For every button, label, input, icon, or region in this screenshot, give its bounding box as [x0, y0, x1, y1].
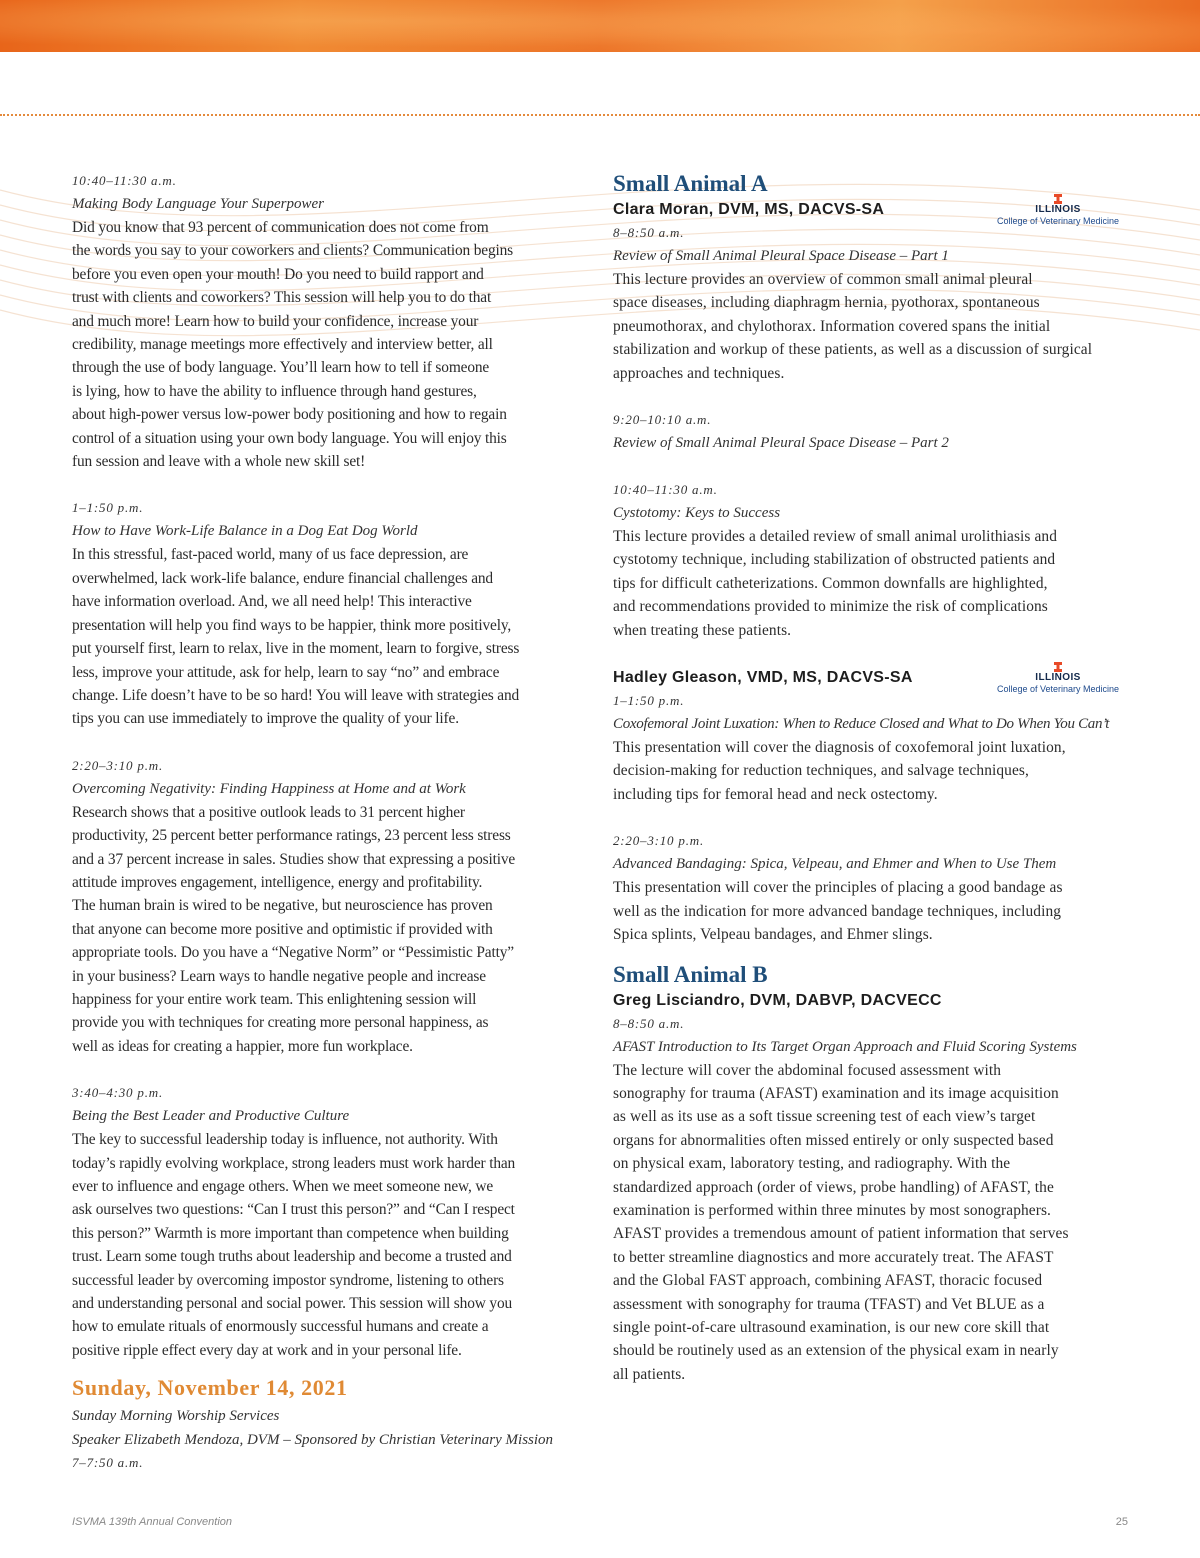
- right-column: [613, 170, 1133, 1410]
- session-time: 8–8:50 a.m.: [613, 1015, 685, 1031]
- logo-subtitle: College of Veterinary Medicine: [996, 216, 1120, 226]
- session-work-life-balance: [72, 497, 572, 730]
- session-time: 9:20–10:10 a.m.: [613, 412, 712, 428]
- session-bandaging: [613, 830, 1133, 946]
- page-number: 25: [1115, 1516, 1128, 1528]
- session-coxofemoral: [613, 690, 1133, 806]
- illinois-block-i-icon: [1053, 194, 1063, 204]
- session-title: AFAST Introduction to Its Target Organ Approach and Fluid Scoring Systems: [613, 1038, 1077, 1055]
- left-column: [72, 170, 572, 1474]
- session-pleural-part-2: [613, 409, 1133, 455]
- illinois-logo: [993, 662, 1123, 695]
- session-title: Review of Small Animal Pleural Space Disease – Part 2: [613, 435, 949, 452]
- dotted-divider: [0, 114, 1200, 116]
- session-description: This presentation will cover the principles of placing a good bandage as well as the indication for more advanced bandage techniques, including Spica splints, Velpeau bandages, and Ehmer slings.: [613, 879, 1063, 944]
- session-time: 10:40–11:30 a.m.: [72, 173, 177, 188]
- session-time: 1–1:50 p.m.: [613, 693, 685, 709]
- session-title: Advanced Bandaging: Spica, Velpeau, and Ehmer and When to Use Them: [613, 856, 1057, 873]
- session-afast: [613, 1013, 1133, 1387]
- session-title: Overcoming Negativity: Finding Happiness at Home and at Work: [72, 780, 466, 797]
- session-cystotomy: [613, 479, 1133, 642]
- session-description: The lecture will cover the abdominal focused assessment with sonography for trauma (AFAST) examination and its image acquisition as well as its use as a soft tissue screening test of each view’s target organs for abnormalities often missed entirely or only suspected based on physical exam, laboratory testing, and radiography. With the standardized approach (order of views, probe handling) of AFAST, the examination is performed within three minutes by most sonographers. AFAST provides a tremendous amount of patient information that serves to better streamline diagnostics and more accurately treat. The AFAST and the Global FAST approach, combining AFAST, thoracic focused assessment with sonography for trauma (TFAST) and Vet BLUE as a single point-of-care ultrasound examination, is our new core skill that should be routinely used as an extension of the physical exam in nearly all patients.: [613, 1061, 1069, 1383]
- session-title: How to Have Work-Life Balance in a Dog Eat Dog World: [72, 523, 418, 540]
- session-best-leader: [72, 1082, 572, 1362]
- session-description: This lecture provides a detailed review of small animal urolithiasis and cystotomy technique, including stabilization of obstructed patients and tips for difficult catheterizations. Common downfalls are highlighted, and recommendations provided to minimize the risk of complications when treating these patients.: [613, 528, 1057, 639]
- session-time: 2:20–3:10 p.m.: [72, 757, 163, 773]
- session-title: Being the Best Leader and Productive Culture: [72, 1108, 350, 1125]
- illinois-logo: [993, 194, 1123, 227]
- illinois-block-i-icon: [1053, 662, 1063, 672]
- session-overcoming-negativity: [72, 755, 572, 1058]
- speaker-row: [613, 198, 1133, 226]
- session-body-language: [72, 170, 572, 473]
- section-heading-small-animal-a: Small Animal A: [613, 171, 768, 196]
- session-time: 8–8:50 a.m.: [613, 225, 685, 240]
- session-description: This lecture provides an overview of common small animal pleural space diseases, including diaphragm hernia, pyothorax, spontaneous pneumothorax, and chylothorax. Information covered spans the initial stabilization and workup of these patients, as well as a discussion of surgical approaches and techniques.: [613, 271, 1093, 382]
- session-description: Research shows that a positive outlook leads to 31 percent higher productivity, 25 percent better performance ratings, 23 percent less stress and a 37 percent increase in sales. Studies show that expressing a positive attitude improves engagement, intelligence, energy and profitability. The human brain is wired to be negative, but neuroscience has proven that anyone can become more positive and optimistic if provided with appropriate tools. Do you have a “Negative Norm” or “Pessimistic Patty” in your business? Learn ways to handle negative people and increase happiness for your entire work team. This enlightening session will provide you with techniques for creating more personal happiness, as well as ideas for creating a happier, more fun workplace.: [72, 803, 516, 1055]
- logo-name: ILLINOIS: [1035, 204, 1081, 215]
- speaker-name: Clara Moran, DVM, MS, DACVS-SA: [613, 201, 885, 218]
- session-description: Did you know that 93 percent of communication does not come from the words you say to your coworkers and clients? Communication begins before you even open your mouth! Do you need to build rapport and trust with clients and coworkers? This session will help you to do that and much more! Learn how to build your confidence, increase your credibility, manage meetings more effectively and interview better, all through the use of body language. You’ll learn how to tell if someone is lying, how to have the ability to influence through hand gestures, about high-power versus low-power body positioning and how to regain control of a situation using your own body language. You will enjoy this fun session and leave with a whole new skill set!: [72, 219, 514, 471]
- worship-title: Sunday Morning Worship Services: [72, 1408, 280, 1425]
- session-title: Coxofemoral Joint Luxation: When to Reduce Closed and What to Do When You Can’t: [613, 716, 1110, 733]
- session-time: 3:40–4:30 p.m.: [72, 1085, 163, 1101]
- session-time: 2:20–3:10 p.m.: [613, 833, 704, 849]
- session-description: In this stressful, fast-paced world, many of us face depression, are overwhelmed, lack work-life balance, endure financial challenges and have information overload. And, we all need help! This interactive presentation will help you find ways to be happier, think more positively, put yourself first, learn to relax, live in the moment, learn to forgive, stress less, improve your attitude, ask for help, learn to say “no” and embrace change. Life doesn’t have to be so hard! You will leave with strategies and tips you can use immediately to improve the quality of your life.: [72, 546, 520, 728]
- speaker-name: Greg Lisciandro, DVM, DABVP, DACVECC: [613, 991, 942, 1009]
- header-banner: [0, 0, 1200, 52]
- session-description: This presentation will cover the diagnosis of coxofemoral joint luxation, decision-making for reduction techniques, and salvage techniques, including tips for femoral head and neck ostectomy.: [613, 739, 1066, 803]
- logo-subtitle: College of Veterinary Medicine: [996, 684, 1120, 695]
- session-title: Review of Small Animal Pleural Space Disease – Part 1: [613, 248, 949, 264]
- session-title: Making Body Language Your Superpower: [72, 196, 324, 212]
- section-heading-small-animal-b: Small Animal B: [613, 961, 768, 987]
- speaker-name: Hadley Gleason, VMD, MS, DACVS-SA: [613, 669, 913, 687]
- day-heading: Sunday, November 14, 2021: [72, 1375, 348, 1401]
- session-description: The key to successful leadership today is influence, not authority. With today’s rapidly evolving workplace, strong leaders must work harder than ever to influence and engage others. When we meet someone new, we ask ourselves two questions: “Can I trust this person?” and “Can I respect this person?” Warmth is more important than competence when building trust. Learn some tough truths about leadership and become a trusted and successful leader by overcoming impostor syndrome, listening to others and understanding personal and social power. This session will show you how to emulate rituals of enormously successful humans and create a positive ripple effect every day at work and in your personal life.: [72, 1131, 516, 1359]
- speaker-row: [613, 666, 1133, 695]
- session-title: Cystotomy: Keys to Success: [613, 505, 781, 522]
- session-time: 1–1:50 p.m.: [72, 500, 144, 516]
- session-time: 10:40–11:30 a.m.: [613, 482, 718, 498]
- logo-name: ILLINOIS: [1035, 672, 1081, 684]
- footer-publication: ISVMA 139th Annual Convention: [72, 1516, 233, 1528]
- session-pleural-part-1: [613, 222, 1133, 385]
- worship-speaker: Speaker Elizabeth Mendoza, DVM – Sponsored by Christian Veterinary Mission: [72, 1432, 554, 1449]
- worship-time: 7–7:50 a.m.: [72, 1455, 144, 1471]
